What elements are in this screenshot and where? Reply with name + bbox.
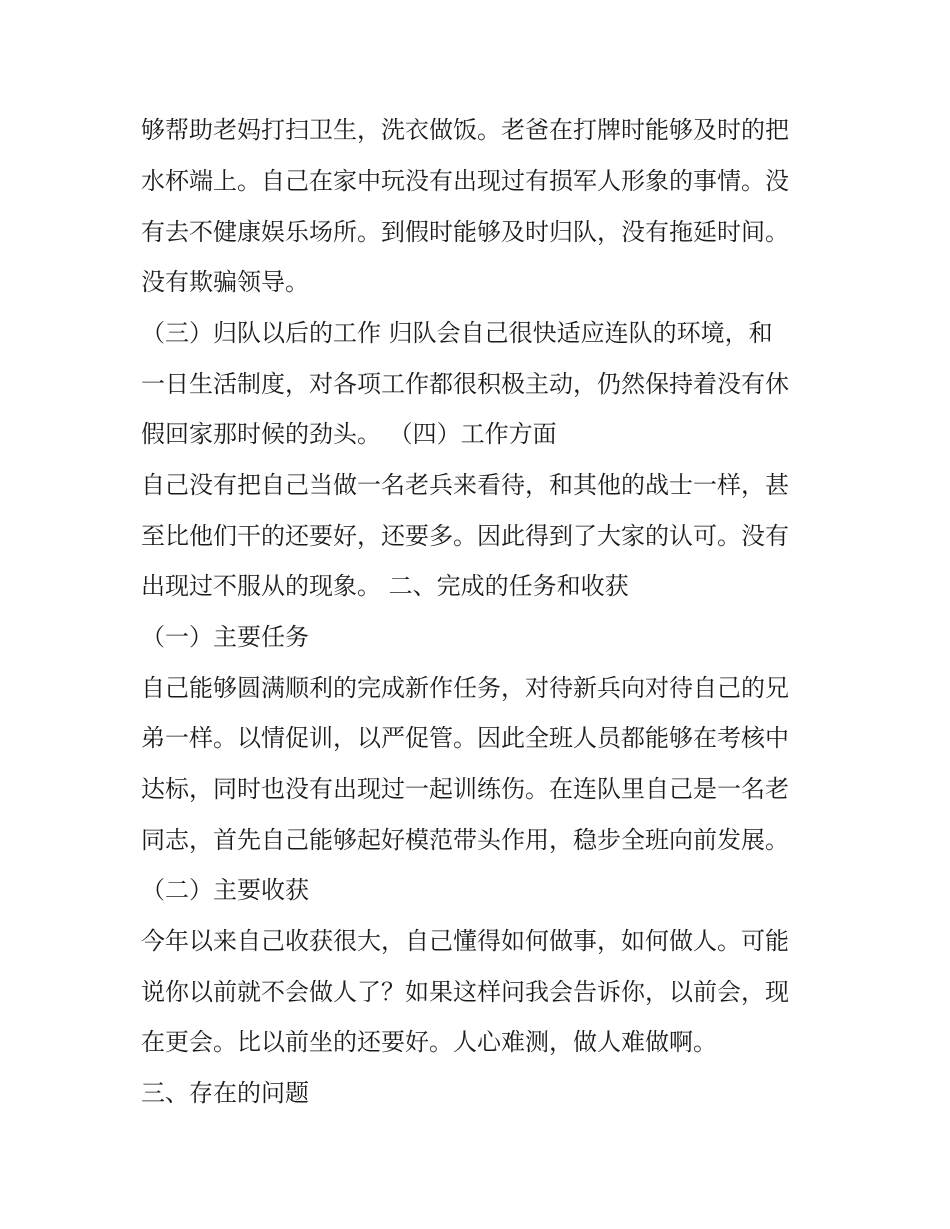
subheading-main-tasks: （一）主要任务 [141, 623, 309, 651]
text-line: 一日生活制度，对各项工作都很积极主动，仍然保持着没有休 [141, 370, 789, 398]
text-line: 在更会。比以前坐的还要好。人心难测，做人难做啊。 [141, 1028, 717, 1056]
text-line: 自己没有把自己当做一名老兵来看待，和其他的战士一样，甚 [141, 471, 789, 499]
text-line: 说你以前就不会做人了？如果这样问我会告诉你，以前会，现 [141, 978, 789, 1006]
text-line: 弟一样。以情促训，以严促管。因此全班人员都能够在考核中 [141, 724, 789, 752]
text-line: 假回家那时候的劲头。 （四）工作方面 [141, 420, 557, 448]
text-line: 够帮助老妈打扫卫生，洗衣做饭。老爸在打牌时能够及时的把 [141, 116, 789, 144]
text-line: 有去不健康娱乐场所。到假时能够及时归队，没有拖延时间。 [141, 218, 789, 246]
text-line: 没有欺骗领导。 [141, 268, 309, 296]
text-line: 至比他们干的还要好，还要多。因此得到了大家的认可。没有 [141, 522, 789, 550]
section-heading-problems: 三、存在的问题 [141, 1079, 309, 1107]
text-line: 出现过不服从的现象。 二、完成的任务和收获 [141, 572, 629, 600]
text-line: 达标，同时也没有出现过一起训练伤。在连队里自己是一名老 [141, 775, 789, 803]
subheading-main-gains: （二）主要收获 [141, 876, 309, 904]
text-line: 同志，首先自己能够起好模范带头作用，稳步全班向前发展。 [141, 826, 789, 854]
text-line: 水杯端上。自己在家中玩没有出现过有损军人形象的事情。没 [141, 167, 789, 195]
text-line: 自己能够圆满顺利的完成新作任务，对待新兵向对待自己的兄 [141, 674, 789, 702]
text-line: 今年以来自己收获很大，自己懂得如何做事，如何做人。可能 [141, 927, 789, 955]
section-heading-3: （三）归队以后的工作 归队会自己很快适应连队的环境，和 [141, 319, 773, 347]
